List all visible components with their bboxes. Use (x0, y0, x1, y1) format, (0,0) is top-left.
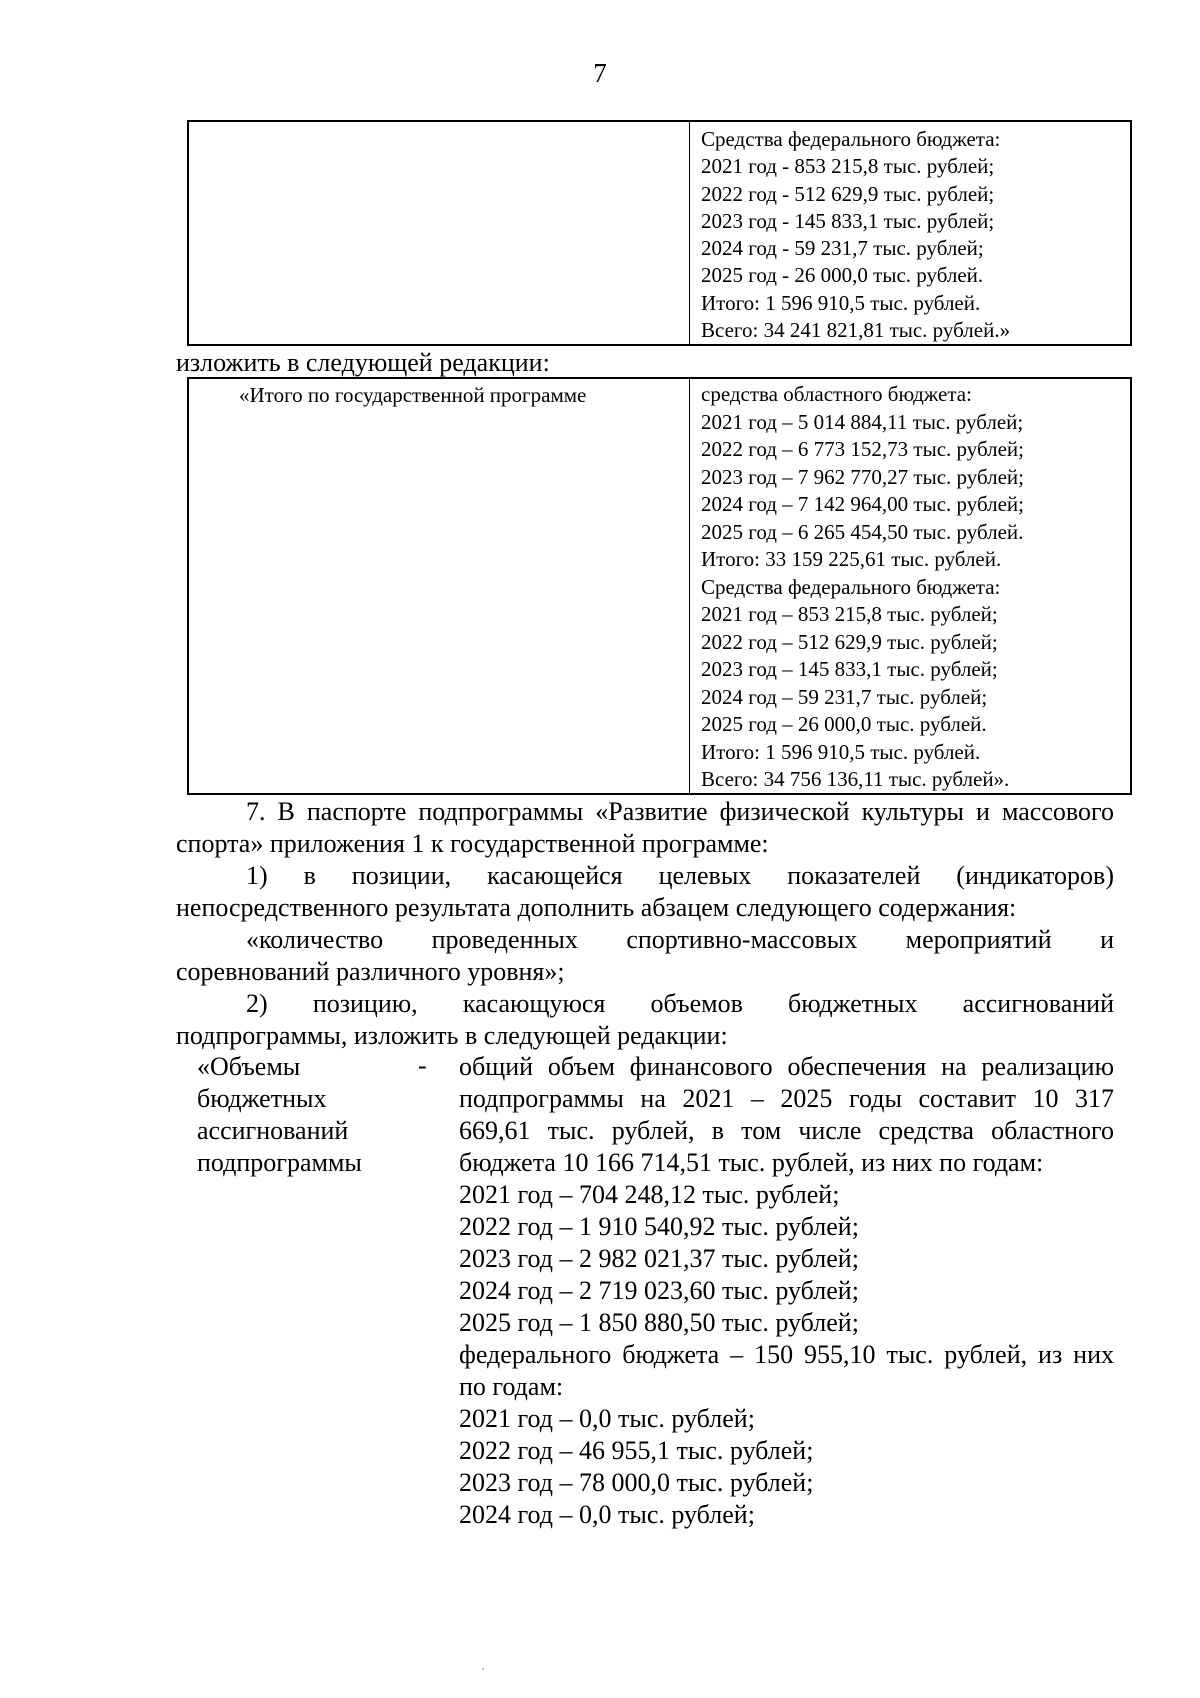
table-line: 2021 год – 853 215,8 тыс. рублей; (701, 602, 998, 626)
volumes-line: федерального бюджета – 150 955,10 тыс. рублей, из них (459, 1340, 1114, 1369)
table-line: 2021 год - 853 215,8 тыс. рублей; (701, 154, 995, 179)
table-line: 2023 год – 7 962 770,27 тыс. рублей; (701, 464, 1025, 489)
volumes-label-line: подпрограммы (197, 1148, 362, 1177)
table-line: Итого: 33 159 225,61 тыс. рублей. (701, 547, 1002, 571)
body-paragraphs (176, 796, 1114, 1052)
volumes-line: 2021 год – 0,0 тыс. рублей; (459, 1404, 755, 1433)
table-line: Итого: 1 596 910,5 тыс. рублей. (701, 739, 981, 764)
scan-speck (482, 1668, 484, 1670)
volumes-line: 2024 год – 0,0 тыс. рублей; (459, 1500, 755, 1529)
volumes-label (197, 1051, 362, 1179)
table-line: 2025 год - 26 000,0 тыс. рублей. (701, 263, 984, 288)
volumes-dash: - (418, 1051, 427, 1080)
table-left-cell: «Итого по государственной программе (239, 383, 587, 407)
volumes-content (459, 1051, 1114, 1531)
table-line: 2024 год – 7 142 964,00 тыс. рублей; (701, 492, 1025, 516)
volumes-line: 2023 год – 2 982 021,37 тыс. рублей; (459, 1244, 859, 1273)
volumes-line: 2021 год – 704 248,12 тыс. рублей; (459, 1180, 840, 1209)
table-line: 2024 год - 59 231,7 тыс. рублей; (701, 236, 984, 261)
table-right-cell (701, 126, 1010, 344)
table-line: 2023 год - 145 833,1 тыс. рублей; (701, 208, 995, 233)
volumes-line: общий объем финансового обеспечения на реализацию (459, 1052, 1114, 1081)
paragraph-line: подпрограммы, изложить в следующей редакции: (176, 1021, 728, 1050)
intro-text: изложить в следующей редакции: (176, 348, 550, 377)
table-line: Средства федерального бюджета: (701, 574, 1001, 599)
table-line: 2024 год – 59 231,7 тыс. рублей; (701, 684, 988, 709)
table-line: 2022 год - 512 629,9 тыс. рублей; (701, 181, 995, 206)
volumes-label-line: бюджетных (197, 1084, 327, 1113)
table-line: Средства федерального бюджета: (701, 127, 1001, 151)
table-line: 2025 год – 26 000,0 тыс. рублей. (701, 712, 987, 736)
volumes-line: подпрограммы на 2021 – 2025 годы составит 10 317 (459, 1084, 1114, 1113)
table-column-divider (689, 379, 690, 793)
volumes-line: 2023 год – 78 000,0 тыс. рублей; (459, 1468, 814, 1497)
page-number: 7 (593, 58, 607, 88)
paragraph-line: соревнований различного уровня»; (176, 957, 565, 986)
table-line: Итого: 1 596 910,5 тыс. рублей. (701, 290, 981, 315)
volumes-line: 2022 год – 46 955,1 тыс. рублей; (459, 1436, 814, 1465)
volumes-line: 2024 год – 2 719 023,60 тыс. рублей; (459, 1276, 859, 1305)
volumes-line: 2025 год – 1 850 880,50 тыс. рублей; (459, 1308, 859, 1337)
volumes-line: 669,61 тыс. рублей, в том числе средства областного (459, 1116, 1114, 1145)
table-line: 2023 год – 145 833,1 тыс. рублей; (701, 657, 998, 681)
table-column-divider (689, 122, 690, 344)
paragraph-line: «количество проведенных спортивно-массовых мероприятий и (246, 925, 1114, 954)
table-right-cell (701, 381, 1024, 794)
paragraph-line: непосредственного результата дополнить абзацем следующего содержания: (176, 893, 1017, 922)
table-line: 2022 год – 6 773 152,73 тыс. рублей; (701, 437, 1025, 461)
paragraph-line: 2) позицию, касающуюся объемов бюджетных ассигнований (246, 989, 1114, 1018)
volumes-label-line: «Объемы (197, 1052, 301, 1081)
table-line: Всего: 34 756 136,11 тыс. рублей». (701, 767, 1010, 791)
paragraph-line: 1) в позиции, касающейся целевых показателей (индикаторов) (246, 861, 1114, 890)
volumes-label-line: ассигнований (197, 1116, 349, 1145)
table-line: Всего: 34 241 821,81 тыс. рублей.» (701, 318, 1011, 343)
volumes-line: бюджета 10 166 714,51 тыс. рублей, из них по годам: (459, 1148, 1044, 1177)
paragraph-line: спорта» приложения 1 к государственной программе: (176, 829, 769, 858)
table-line: 2025 год – 6 265 454,50 тыс. рублей. (701, 519, 1024, 544)
budget-table-old (187, 120, 1132, 346)
budget-table-new (187, 377, 1132, 795)
table-line: 2021 год – 5 014 884,11 тыс. рублей; (701, 409, 1024, 434)
table-line: 2022 год – 512 629,9 тыс. рублей; (701, 629, 998, 654)
volumes-line: по годам: (459, 1372, 564, 1401)
table-line: средства областного бюджета: (701, 382, 972, 406)
volumes-line: 2022 год – 1 910 540,92 тыс. рублей; (459, 1212, 859, 1241)
paragraph-line: 7. В паспорте подпрограммы «Развитие физической культуры и массового (246, 797, 1114, 826)
